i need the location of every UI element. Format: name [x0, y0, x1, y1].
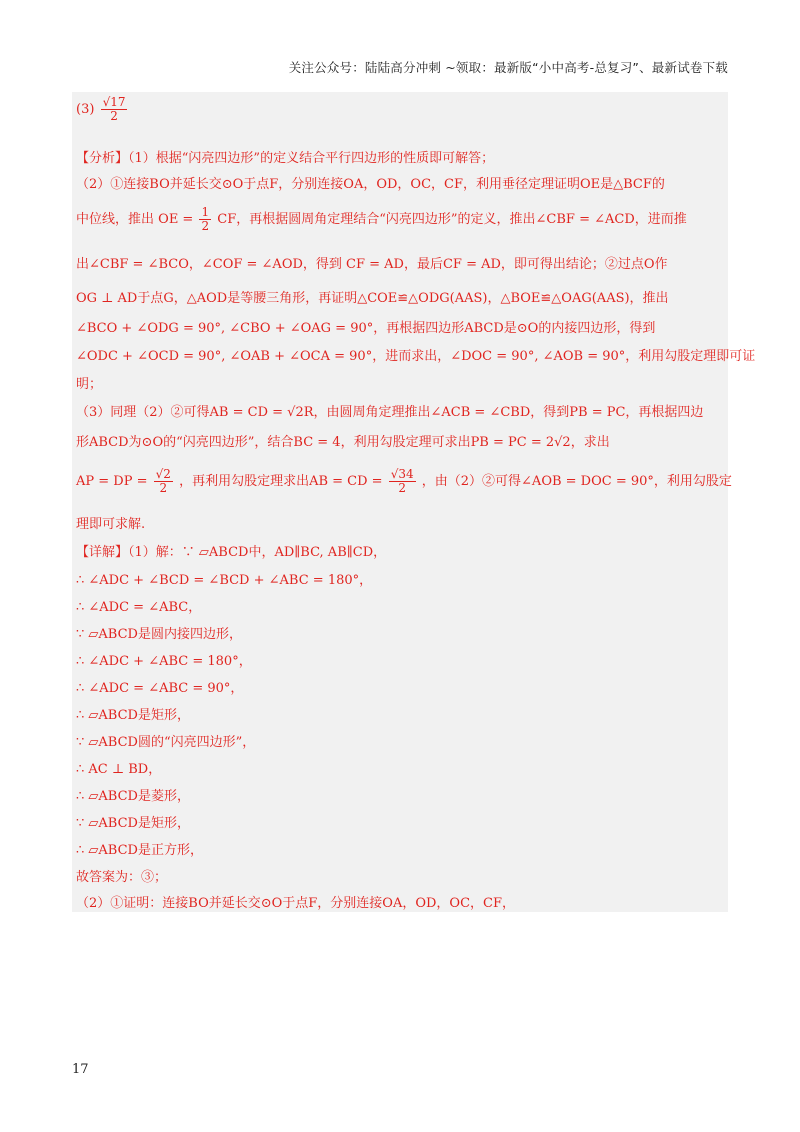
fraction-sqrt2-over-2: $\frac{√2}{2}$: [155, 467, 171, 495]
detail-line-1: 【详解】（1）解：∵ ▱ABCD中，AD∥BC, AB∥CD，: [76, 545, 387, 560]
page-header: 关注公众号：陆陆高分冲刺 ~领取：最新版“小中高考-总复习”、最新试卷下载: [288, 60, 728, 75]
analysis-line-1: 【分析】（1）根据“闪亮四边形”的定义结合平行四边形的性质即可解答；: [76, 151, 495, 166]
analysis-line-2: （2）①连接BO并延长交⊙O于点F，分别连接OA，OD，OC，CF，利用垂径定理证明OE是△BCF的: [76, 177, 665, 192]
analysis-line-11: AP = DP = $\frac{√2}{2}$ ，再利用勾股定理求出AB = CD = $\frac{√34}{2}$ ，由（2）②可得∠AOB = DOC = 90°，利用勾股定: [76, 467, 732, 495]
detail-line-4: ∵ ▱ABCD是圆内接四边形，: [76, 627, 242, 642]
analysis-line-6: ∠BCO + ∠ODG = 90°, ∠CBO + ∠OAG = 90°，再根据四边形ABCD是⊙O的内接四边形，得到: [76, 321, 656, 336]
detail-line-9: ∴ AC ⊥ BD，: [76, 762, 162, 777]
detail-line-2: ∴ ∠ADC + ∠BCD = ∠BCD + ∠ABC = 180°，: [76, 573, 373, 588]
detail-line-3: ∴ ∠ADC = ∠ABC，: [76, 600, 202, 615]
analysis-line-3: 中位线，推出 OE = $\frac{1}{2}$ CF，再根据圆周角定理结合“闪亮四边形”的定义，推出∠CBF = ∠ACD，进而推: [76, 205, 687, 233]
detail-line-6: ∴ ∠ADC = ∠ABC = 90°，: [76, 681, 244, 696]
answer-3-label: (3): [76, 102, 95, 117]
detail-line-7: ∴ ▱ABCD是矩形，: [76, 708, 190, 723]
answer-3: [76, 96, 718, 123]
analysis-line-12: 理即可求解.: [76, 517, 146, 532]
analysis-line-7: ∠ODC + ∠OCD = 90°, ∠OAB + ∠OCA = 90°，进而求出，∠DOC = 90°, ∠AOB = 90°，利用勾股定理即可证: [76, 349, 756, 364]
analysis-line-4: 出∠CBF = ∠BCO，∠COF = ∠AOD，得到 CF = AD，最后CF = AD，即可得出结论；②过点O作: [76, 257, 668, 272]
analysis-line-8: 明；: [76, 377, 103, 392]
detail-line-14: （2）①证明：连接BO并延长交⊙O于点F，分别连接OA，OD，OC，CF，: [76, 896, 515, 911]
analysis-line-10: 形ABCD为⊙O的“闪亮四边形”，结合BC = 4，利用勾股定理可求出PB = PC = 2√2，求出: [76, 435, 610, 450]
analysis-line-9: （3）同理（2）②可得AB = CD = √2R，由圆周角定理推出∠ACB = ∠CBD，得到PB = PC，再根据四边: [76, 405, 704, 420]
detail-line-12: ∴ ▱ABCD是正方形，: [76, 843, 203, 858]
detail-line-5: ∴ ∠ADC + ∠ABC = 180°，: [76, 654, 252, 669]
detail-line-13: 故答案为：③；: [76, 870, 168, 885]
analysis-line-5: OG ⊥ AD于点G，△AOD是等腰三角形，再证明△COE≌△ODG(AAS)，△BOE≌△OAG(AAS)，推出: [76, 291, 669, 306]
detail-line-10: ∴ ▱ABCD是菱形，: [76, 789, 190, 804]
detail-line-11: ∵ ▱ABCD是矩形，: [76, 816, 190, 831]
detail-line-8: ∵ ▱ABCD圆的“闪亮四边形”，: [76, 735, 256, 750]
fraction-sqrt34-over-2: $\frac{√34}{2}$: [390, 467, 414, 495]
page-number: 17: [72, 1062, 89, 1077]
solution-panel: [72, 92, 756, 912]
fraction-one-half: $\frac{1}{2}$: [201, 205, 210, 233]
answer-3-fraction: $\frac{√17}{2}$: [102, 95, 126, 123]
